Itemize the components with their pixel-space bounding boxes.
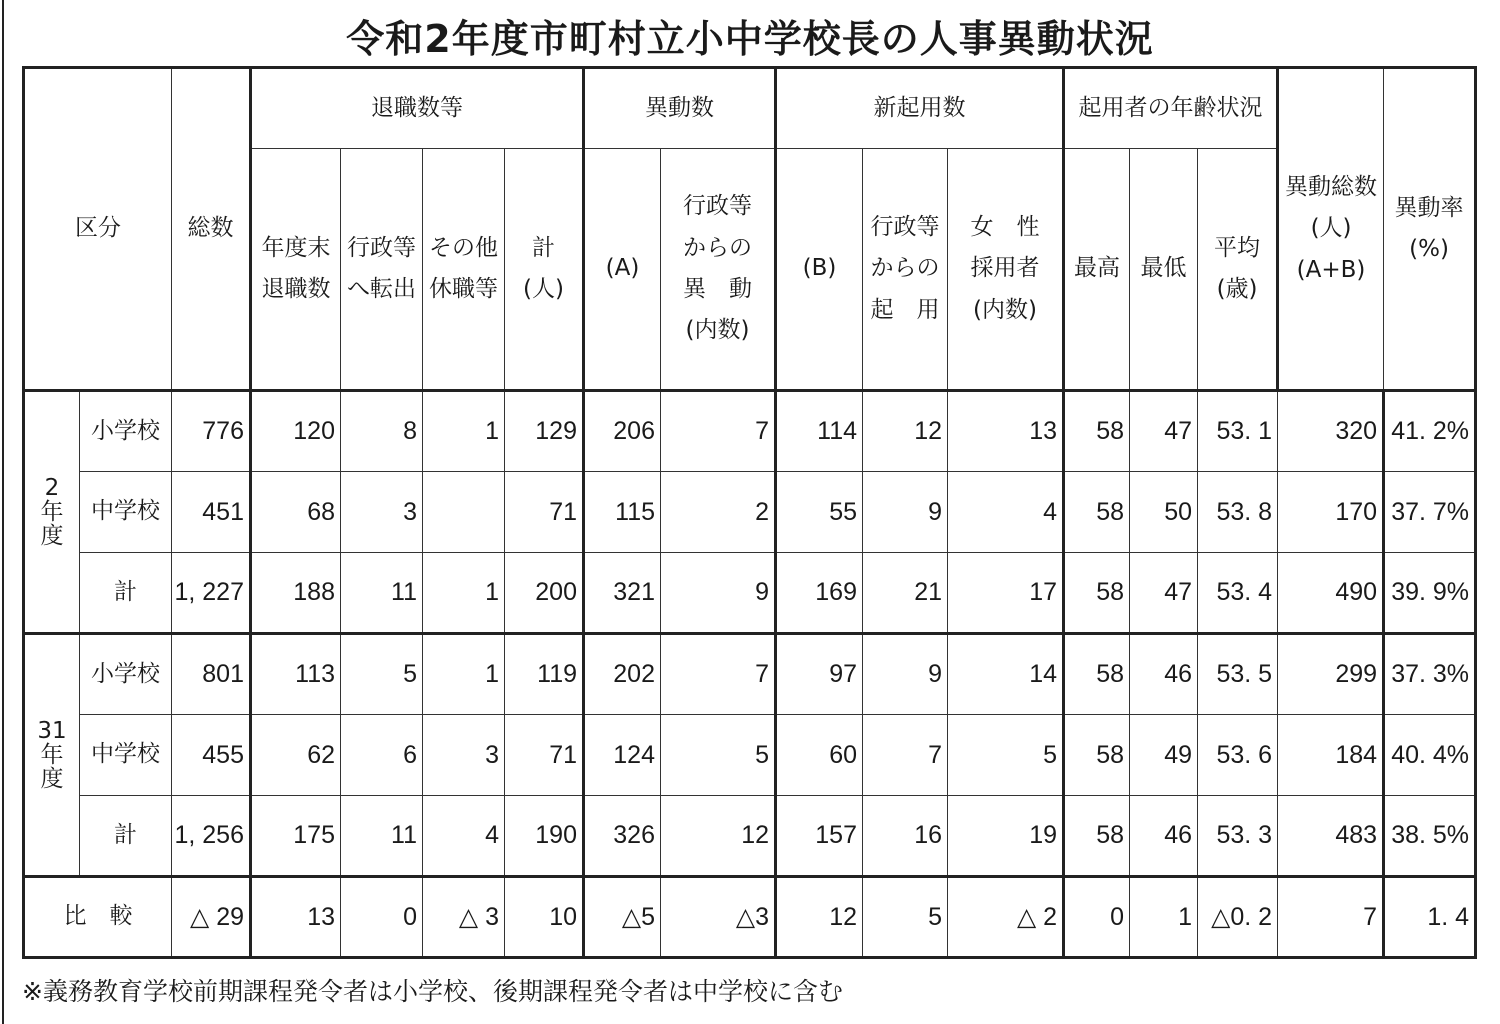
- cell-value: 299: [1278, 634, 1384, 715]
- cell-value: 3: [341, 472, 423, 553]
- cell-value: 124: [584, 715, 661, 796]
- subheader-3: 計 (人): [505, 149, 584, 391]
- table-row: [24, 634, 1476, 715]
- cell-value: 21: [863, 553, 948, 634]
- cell-value: △0. 2: [1198, 877, 1278, 958]
- footnote: ※義務教育学校前期課程発令者は小学校、後期課程発令者は中学校に含む: [22, 977, 843, 1006]
- table-row: [24, 553, 1476, 634]
- table-row: [24, 796, 1476, 877]
- cell-value: 1: [423, 553, 505, 634]
- cell-value: 53. 5: [1198, 634, 1278, 715]
- header-kubun: 区分: [24, 68, 172, 391]
- cell-value: 71: [505, 472, 584, 553]
- cell-value: 455: [172, 715, 251, 796]
- cell-value: 9: [863, 634, 948, 715]
- page-title: 令和2年度市町村立小中学校長の人事異動状況: [346, 17, 1154, 61]
- cell-value: 12: [863, 391, 948, 472]
- subheader-10: 最低: [1130, 149, 1198, 391]
- cell-value: 5: [948, 715, 1064, 796]
- row-label: 計: [80, 553, 172, 634]
- cell-value: 7: [661, 634, 776, 715]
- cell-value: 37. 7%: [1384, 472, 1476, 553]
- cell-value: △5: [584, 877, 661, 958]
- cell-value: 53. 1: [1198, 391, 1278, 472]
- year-label: 2 年 度: [24, 391, 80, 634]
- cell-value: 188: [251, 553, 341, 634]
- cell-value: 39. 9%: [1384, 553, 1476, 634]
- comparison-label: 比 較: [24, 877, 172, 958]
- cell-value: △ 2: [948, 877, 1064, 958]
- cell-value: 12: [776, 877, 863, 958]
- cell-value: 321: [584, 553, 661, 634]
- cell-value: 170: [1278, 472, 1384, 553]
- cell-value: 49: [1130, 715, 1198, 796]
- cell-value: 5: [341, 634, 423, 715]
- cell-value: 62: [251, 715, 341, 796]
- cell-value: 119: [505, 634, 584, 715]
- header-age-status: 起用者の年齢状況: [1064, 68, 1278, 149]
- cell-value: 13: [948, 391, 1064, 472]
- cell-value: 7: [1278, 877, 1384, 958]
- cell-value: 8: [341, 391, 423, 472]
- comparison-row: [24, 877, 1476, 958]
- cell-value: 5: [661, 715, 776, 796]
- cell-value: 4: [423, 796, 505, 877]
- cell-value: 1: [1130, 877, 1198, 958]
- cell-value: 7: [863, 715, 948, 796]
- cell-value: 3: [423, 715, 505, 796]
- cell-value: 190: [505, 796, 584, 877]
- cell-value: 46: [1130, 634, 1198, 715]
- cell-value: 1, 227: [172, 553, 251, 634]
- cell-value: 53. 3: [1198, 796, 1278, 877]
- cell-value: 1. 4: [1384, 877, 1476, 958]
- cell-value: △ 29: [172, 877, 251, 958]
- cell-value: 200: [505, 553, 584, 634]
- cell-value: 40. 4%: [1384, 715, 1476, 796]
- cell-value: 58: [1064, 472, 1130, 553]
- cell-value: 58: [1064, 634, 1130, 715]
- cell-value: △3: [661, 877, 776, 958]
- cell-value: 202: [584, 634, 661, 715]
- subheader-5: 行政等 からの 異 動 (内数): [661, 149, 776, 391]
- subheader-9: 最高: [1064, 149, 1130, 391]
- cell-value: 490: [1278, 553, 1384, 634]
- cell-value: 71: [505, 715, 584, 796]
- table-row: [24, 715, 1476, 796]
- cell-value: 12: [661, 796, 776, 877]
- cell-value: 41. 2%: [1384, 391, 1476, 472]
- cell-value: 451: [172, 472, 251, 553]
- cell-value: 113: [251, 634, 341, 715]
- cell-value: 60: [776, 715, 863, 796]
- cell-value: 53. 8: [1198, 472, 1278, 553]
- cell-value: △ 3: [423, 877, 505, 958]
- cell-value: 11: [341, 553, 423, 634]
- cell-value: 5: [863, 877, 948, 958]
- cell-value: 483: [1278, 796, 1384, 877]
- cell-value: 0: [1064, 877, 1130, 958]
- cell-value: 13: [251, 877, 341, 958]
- cell-value: 320: [1278, 391, 1384, 472]
- cell-value: 46: [1130, 796, 1198, 877]
- subheader-6: (B): [776, 149, 863, 391]
- cell-value: 114: [776, 391, 863, 472]
- left-border-rule: [2, 0, 4, 1024]
- subheader-8: 女 性 採用者 (内数): [948, 149, 1064, 391]
- header-transfer-rate: 異動率 (%): [1384, 68, 1476, 391]
- header-new-appointment: 新起用数: [776, 68, 1064, 149]
- cell-value: 4: [948, 472, 1064, 553]
- cell-value: 6: [341, 715, 423, 796]
- year-label: 31 年 度: [24, 634, 80, 877]
- cell-value: 1, 256: [172, 796, 251, 877]
- row-label: 中学校: [80, 472, 172, 553]
- cell-value: 47: [1130, 391, 1198, 472]
- cell-value: 53. 4: [1198, 553, 1278, 634]
- cell-value: 50: [1130, 472, 1198, 553]
- table-row: [24, 472, 1476, 553]
- cell-value: 58: [1064, 715, 1130, 796]
- cell-value: 16: [863, 796, 948, 877]
- table-row: [24, 391, 1476, 472]
- cell-value: 10: [505, 877, 584, 958]
- cell-value: 157: [776, 796, 863, 877]
- cell-value: 55: [776, 472, 863, 553]
- cell-value: 206: [584, 391, 661, 472]
- cell-value: 184: [1278, 715, 1384, 796]
- cell-value: 58: [1064, 391, 1130, 472]
- row-label: 計: [80, 796, 172, 877]
- header-retirement: 退職数等: [251, 68, 584, 149]
- row-label: 小学校: [80, 391, 172, 472]
- cell-value: 1: [423, 391, 505, 472]
- header-transfer-total: 異動総数 (人) (A+B): [1278, 68, 1384, 391]
- personnel-transfer-table: [22, 66, 1477, 959]
- cell-value: 14: [948, 634, 1064, 715]
- cell-value: 120: [251, 391, 341, 472]
- row-label: 小学校: [80, 634, 172, 715]
- cell-value: [423, 472, 505, 553]
- row-label: 中学校: [80, 715, 172, 796]
- cell-value: 0: [341, 877, 423, 958]
- cell-value: 326: [584, 796, 661, 877]
- cell-value: 53. 6: [1198, 715, 1278, 796]
- cell-value: 169: [776, 553, 863, 634]
- subheader-7: 行政等 からの 起 用: [863, 149, 948, 391]
- cell-value: 11: [341, 796, 423, 877]
- header-total: 総数: [172, 68, 251, 391]
- cell-value: 129: [505, 391, 584, 472]
- cell-value: 19: [948, 796, 1064, 877]
- cell-value: 97: [776, 634, 863, 715]
- cell-value: 58: [1064, 553, 1130, 634]
- cell-value: 115: [584, 472, 661, 553]
- header-transfer: 異動数: [584, 68, 776, 149]
- cell-value: 1: [423, 634, 505, 715]
- cell-value: 58: [1064, 796, 1130, 877]
- subheader-1: 行政等 へ転出: [341, 149, 423, 391]
- cell-value: 38. 5%: [1384, 796, 1476, 877]
- cell-value: 17: [948, 553, 1064, 634]
- cell-value: 801: [172, 634, 251, 715]
- cell-value: 175: [251, 796, 341, 877]
- cell-value: 9: [661, 553, 776, 634]
- cell-value: 776: [172, 391, 251, 472]
- cell-value: 9: [863, 472, 948, 553]
- cell-value: 68: [251, 472, 341, 553]
- subheader-11: 平均 (歳): [1198, 149, 1278, 391]
- cell-value: 2: [661, 472, 776, 553]
- cell-value: 37. 3%: [1384, 634, 1476, 715]
- cell-value: 7: [661, 391, 776, 472]
- cell-value: 47: [1130, 553, 1198, 634]
- subheader-2: その他 休職等: [423, 149, 505, 391]
- subheader-4: (A): [584, 149, 661, 391]
- subheader-0: 年度末 退職数: [251, 149, 341, 391]
